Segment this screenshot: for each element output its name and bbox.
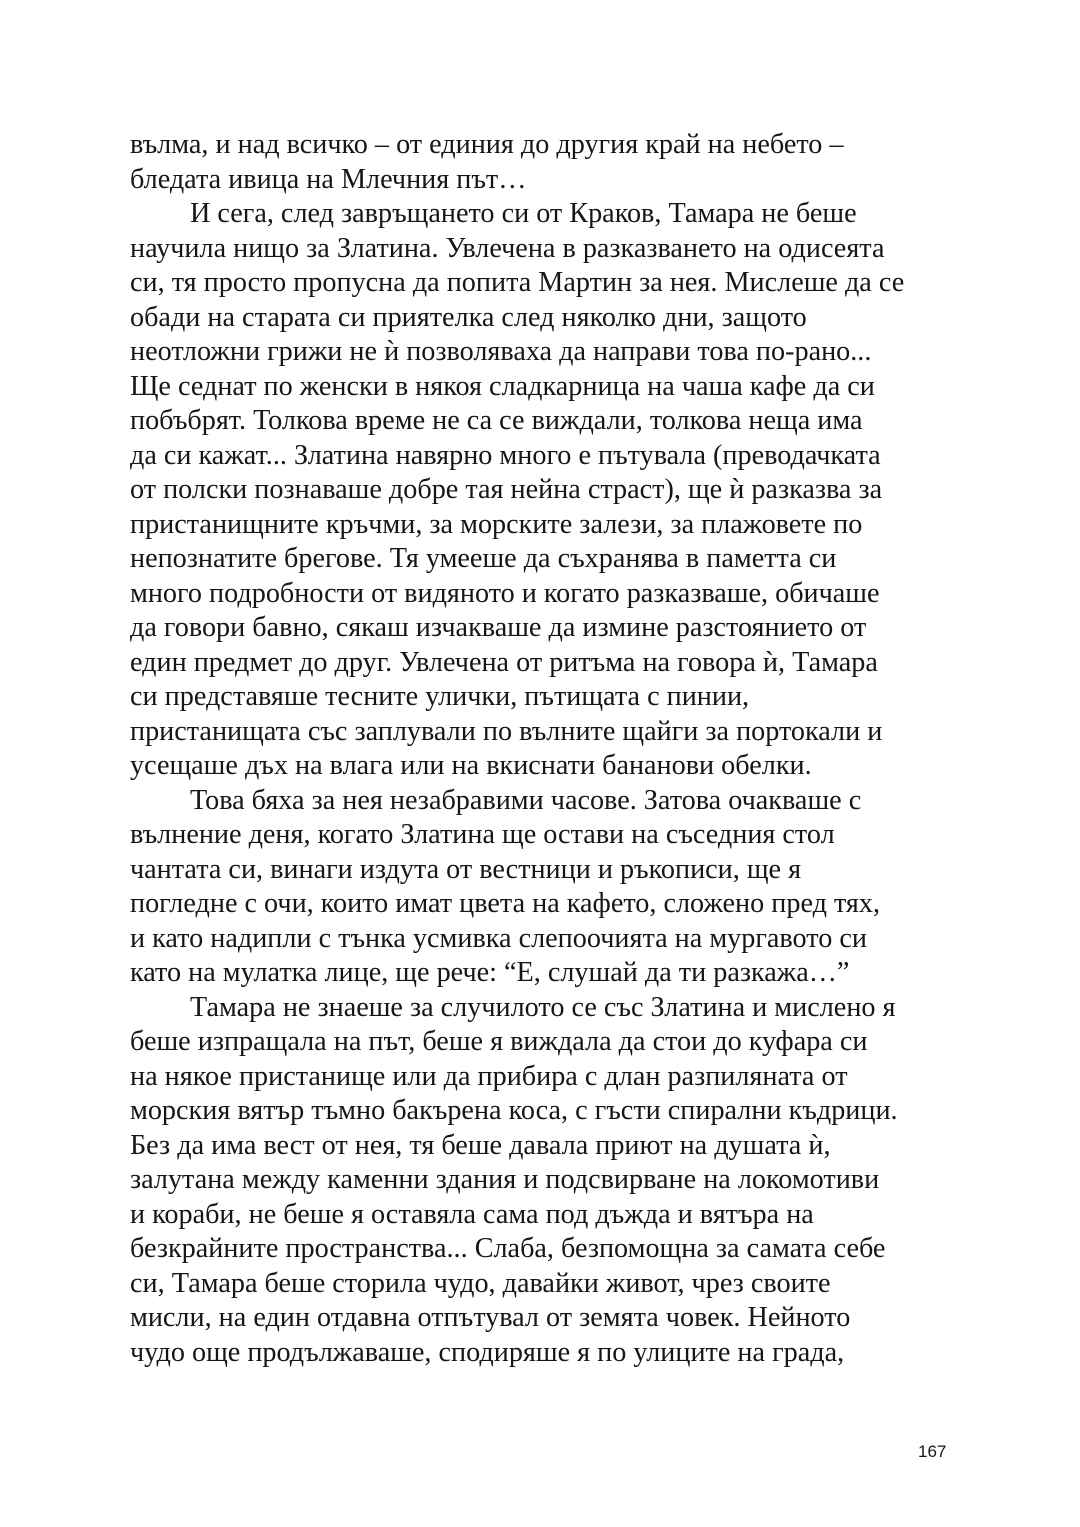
text-line: вълнение деня, когато Златина ще остави на съседния стол — [130, 819, 835, 850]
text-line: погледне с очи, които имат цвета на кафето, сложено пред тях, — [130, 888, 881, 919]
text-line: безкрайните пространства... Слаба, безпомощна за самата себе — [130, 1233, 886, 1264]
text-line: и кораби, не беше я оставяла сама под дъжда и вятъра на — [130, 1198, 814, 1230]
text-line: чантата си, винаги издута от вестници и ръкописи, ще я — [130, 853, 802, 885]
text-line: пристанищата със заплували по вълните щайги за портокали и — [130, 715, 883, 747]
text-line: Ще седнат по женски в някоя сладкарница на чаша кафе да си — [130, 370, 875, 402]
text-line: непознатите брегове. Тя умееше да съхранява в паметта си — [130, 543, 837, 574]
text-line: обади на старата си приятелка след няколко дни, защото — [130, 301, 807, 333]
page-number: 167 — [918, 1442, 947, 1461]
text-line: Без да има вест от нея, тя беше давала приют на душата ѝ, — [130, 1129, 831, 1161]
text-line: си, тя просто пропусна да попита Мартин за нея. Мислеше да се — [130, 267, 905, 298]
text-line: много подробности от видяното и когато разказваше, обичаше — [130, 577, 880, 609]
text-line: като на мулатка лице, ще рече: “Е, слушай да ти разкажа…” — [130, 957, 850, 988]
text-line: си представяше тесните улички, пътищата с пинии, — [130, 681, 750, 712]
text-line: И сега, след завръщането си от Краков, Тамара не беше — [190, 198, 857, 229]
text-line: научила нищо за Златина. Увлечена в разказването на одисеята — [130, 232, 885, 264]
text-line: от полски познаваше добре тая нейна страст), ще ѝ разказва за — [130, 474, 883, 505]
text-line: морския вятър тъмно бакърена коса, с гъсти спирални къдрици. — [130, 1095, 898, 1126]
text-line: един предмет до друг. Увлечена от ритъма на говора ѝ, Тамара — [130, 646, 878, 678]
text-line: да си кажат... Златина навярно много е пътувала (преводачката — [130, 439, 881, 471]
text-line: мисли, на един отдавна отпътувал от земята човек. Нейното — [130, 1302, 851, 1333]
text-line: да говори бавно, сякаш изчакваше да измине разстоянието от — [130, 612, 867, 643]
body-text — [130, 128, 960, 1370]
text-line: усещаше дъх на влага или на вкиснати бананови обелки. — [130, 750, 812, 781]
text-line: бледата ивица на Млечния път… — [130, 163, 527, 195]
text-line: на някое пристанище или да прибира с длан разпиляната от — [130, 1060, 848, 1092]
text-line: побъбрят. Толкова време не са се виждали, толкова неща има — [130, 405, 863, 436]
text-line: неотложни грижи не ѝ позволяваха да направи това по-рано... — [130, 336, 872, 367]
text-line: си, Тамара беше сторила чудо, давайки живот, чрез своите — [130, 1267, 831, 1299]
text-line: беше изпращала на път, беше я виждала да стои до куфара си — [130, 1026, 868, 1057]
text-line: вълма, и над всичко – от единия до другия край на небето – — [130, 129, 844, 160]
text-line: Това бяха за нея незабравими часове. Затова очакваше с — [190, 784, 862, 816]
text-line: пристанищните кръчми, за морските залези, за плажовете по — [130, 508, 863, 540]
text-line: и като надипли с тънка усмивка слепоочията на мургавото си — [130, 922, 867, 954]
text-line: Тамара не знаеше за случилото се със Златина и мислено я — [190, 991, 896, 1023]
text-line: чудо още продължаваше, сподиряше я по улиците на града, — [130, 1336, 845, 1368]
text-line: залутана между каменни здания и подсвирване на локомотиви — [130, 1164, 880, 1195]
